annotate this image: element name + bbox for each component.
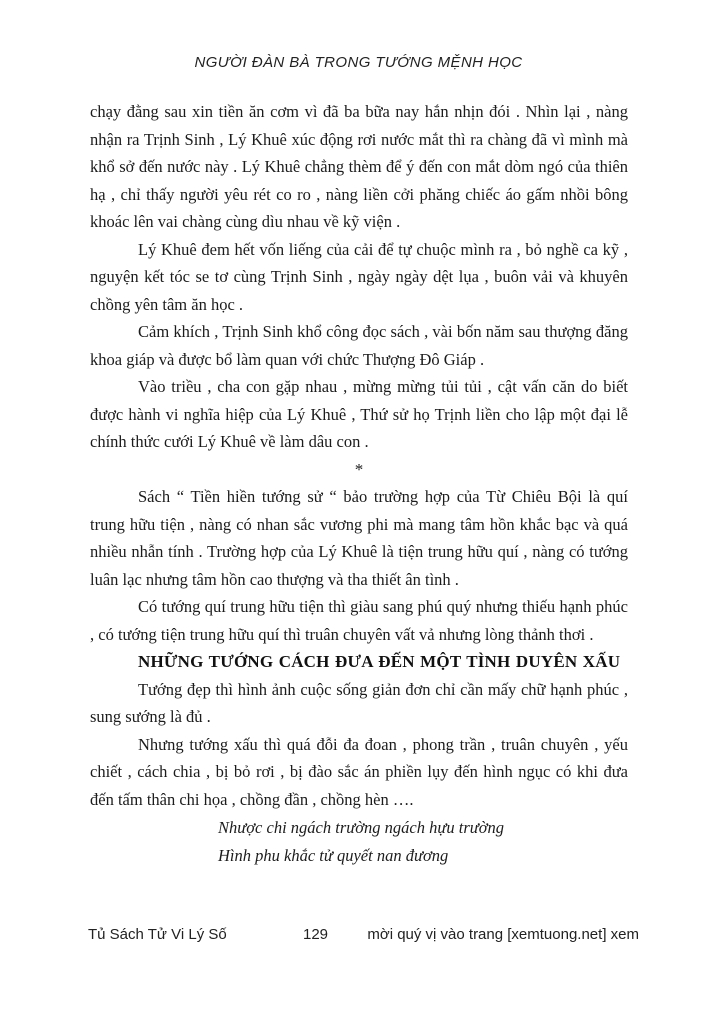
- footer-series-title: Tủ Sách Tử Vi Lý Số: [88, 926, 227, 943]
- section-heading: NHỮNG TƯỚNG CÁCH ĐƯA ĐẾN MỘT TÌNH DUYÊN XẤU: [138, 652, 621, 671]
- paragraph: Sách “ Tiền hiền tướng sử “ bảo trường hợp của Từ Chiêu Bội là quí trung hữu tiện , nàng có nhan sắc vương phi mà mang tâm hồn khắc bạc và quá nhiều nhẫn tính . Trường hợp của Lý Khuê là tiện trung hữu quí , nàng có tướng luân lạc nhưng tâm hồn cao thượng và tha thiết ân tình .: [90, 487, 628, 589]
- paragraph: Tướng đẹp thì hình ảnh cuộc sống giản đơn chỉ cần mấy chữ hạnh phúc , sung sướng là đủ .: [90, 679, 628, 726]
- paragraph: Lý Khuê đem hết vốn liếng của cải để tự chuộc mình ra , bỏ nghề ca kỹ , nguyện kết tóc se tơ cùng Trịnh Sinh , ngày ngày dệt lụa , buôn vải và khuyên chồng yên tâm ăn học .: [90, 239, 628, 314]
- paragraph: Vào triều , cha con gặp nhau , mừng mừng tủi tủi , cật vấn căn do biết được hành vi nghĩa hiệp của Lý Khuê , Thứ sử họ Trịnh liền cho lập một đại lễ chính thức cưới Lý Khuê về làm dâu con .: [90, 377, 628, 451]
- page-number: 129: [302, 926, 329, 943]
- paragraph: Có tướng quí trung hữu tiện thì giàu sang phú quý nhưng thiếu hạnh phúc , có tướng tiện trung hữu quí thì truân chuyên vất vả nhưng lòng thảnh thơi .: [90, 597, 628, 644]
- verse-line: Nhược chi ngách trường ngách hựu trường: [218, 818, 505, 837]
- paragraph: Cảm khích , Trịnh Sinh khổ công đọc sách , vài bốn năm sau thượng đăng khoa giáp và được bổ làm quan với chức Thượng Đô Giáp .: [90, 322, 628, 369]
- footer-site-note: mời quý vị vào trang [xemtuong.net] xem: [367, 926, 639, 943]
- paragraph: Nhưng tướng xấu thì quá đỗi đa đoan , phong trần , truân chuyên , yếu chiết , cách chia , bị bỏ rơi , bị đào sắc án phiền lụy đến hình ngục có khi đưa đến tấm thân chi họa , chồng đần , chồng hèn ….: [90, 734, 628, 809]
- page-footer: [88, 926, 639, 943]
- page-body-text: [90, 98, 628, 869]
- verse-quote: [90, 814, 628, 869]
- verse-line: Hình phu khắc tử quyết nan đương: [218, 845, 449, 865]
- running-header-title: NGƯỜI ĐÀN BÀ TRONG TƯỚNG MỆNH HỌC: [194, 54, 523, 71]
- asterisk-separator: *: [354, 459, 364, 479]
- paragraph: chạy đằng sau xin tiền ăn cơm vì đã ba bữa nay hắn nhịn đói . Nhìn lại , nàng nhận ra Trịnh Sinh , Lý Khuê xúc động rơi nước mắt thì ra chàng đã vì mình mà khổ sở đến nước này . Lý Khuê chẳng thèm để ý đến con mắt dòm ngó của thiên hạ , chỉ thấy người yêu rét co ro , nàng liền cởi phăng chiếc áo gấm nhồi bông khoác lên vai chàng cùng dìu nhau về kỹ viện .: [90, 102, 628, 231]
